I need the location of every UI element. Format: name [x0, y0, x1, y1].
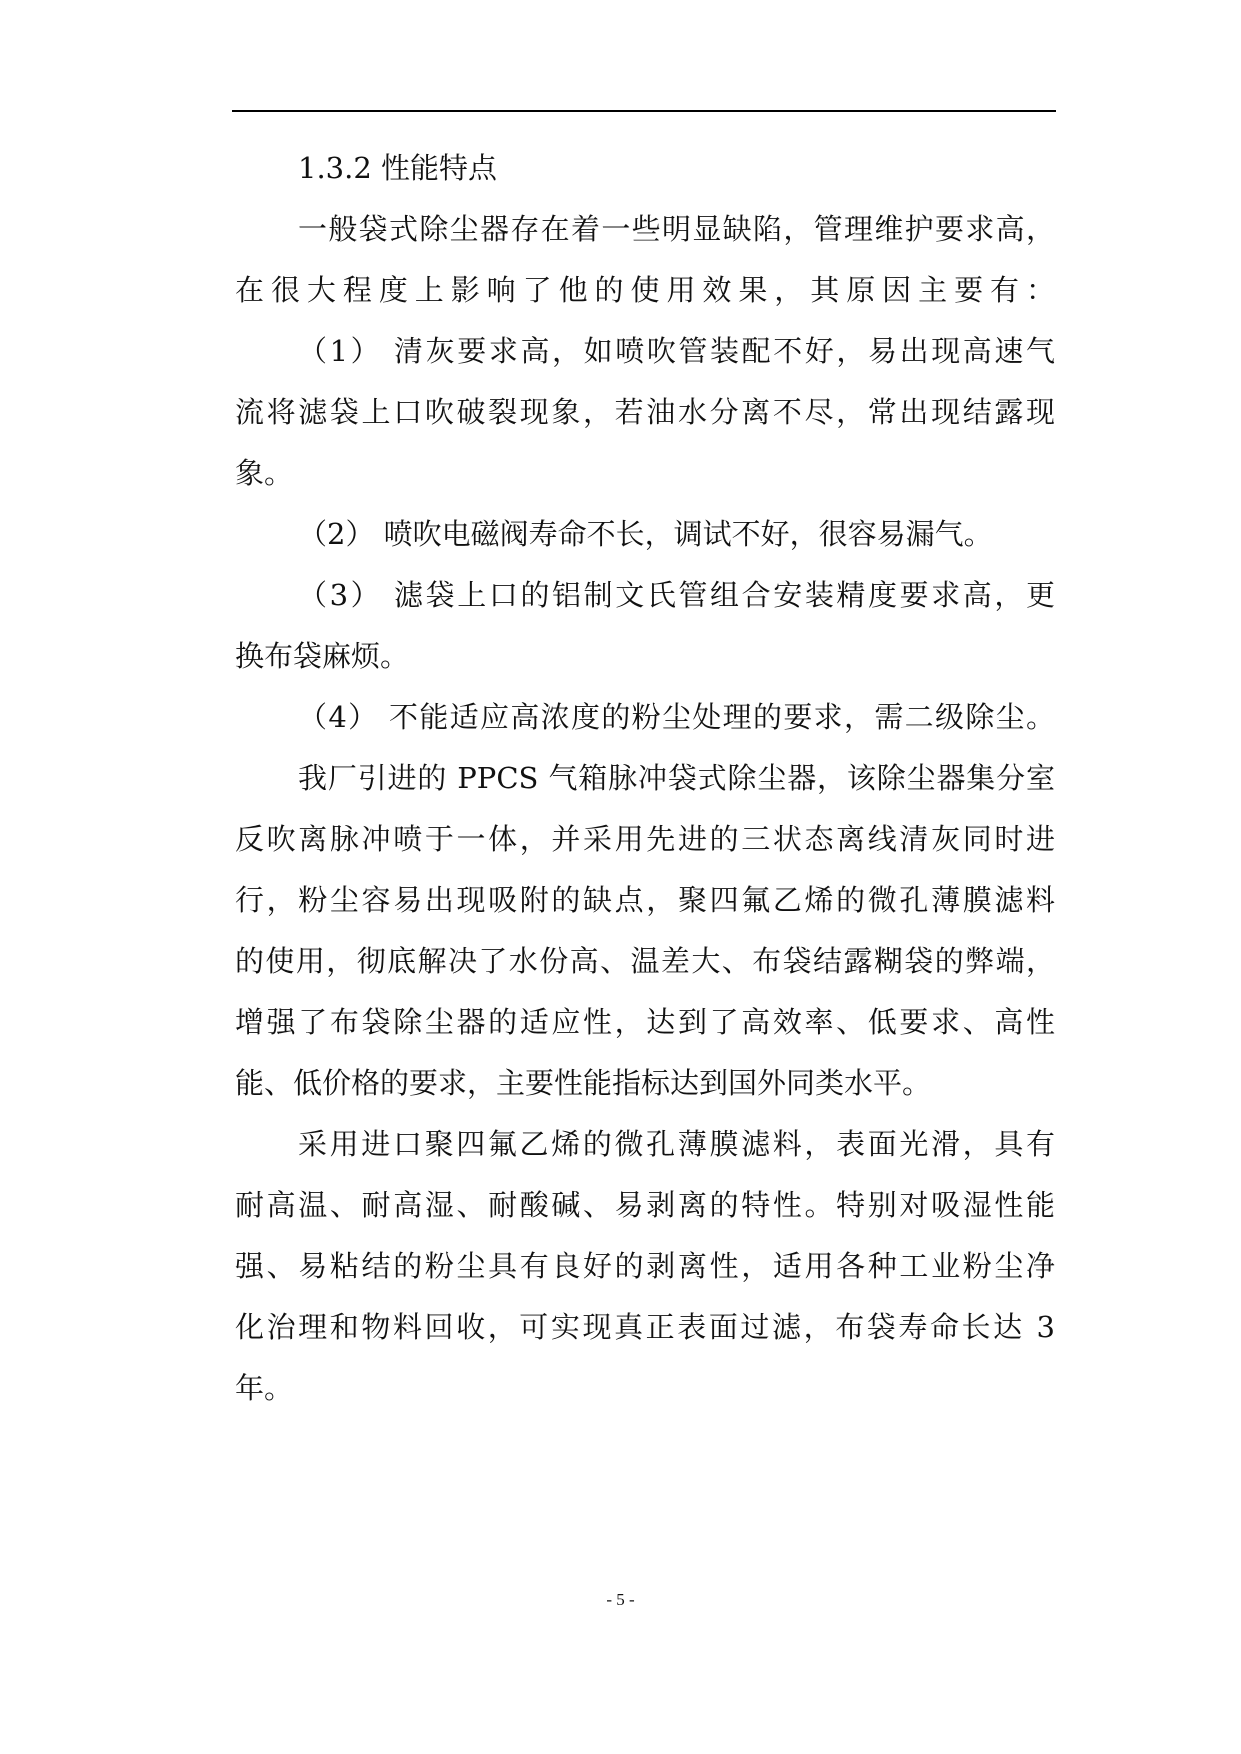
paragraph-line: 化治理和物料回收，可实现真正表面过滤，布袋寿命长达 3	[235, 1310, 1055, 1344]
paragraph-line: 象。	[235, 456, 294, 490]
header-rule	[232, 110, 1056, 112]
paragraph-line: 流将滤袋上口吹破裂现象，若油水分离不尽，常出现结露现	[235, 395, 1055, 429]
paragraph-line: 强、易粘结的粉尘具有良好的剥离性，适用各种工业粉尘净	[235, 1249, 1055, 1283]
section-heading: 1.3.2 性能特点	[298, 151, 498, 185]
paragraph-line: 行，粉尘容易出现吸附的缺点，聚四氟乙烯的微孔薄膜滤料	[235, 883, 1055, 917]
paragraph-line: 能、低价格的要求，主要性能指标达到国外同类水平。	[235, 1066, 932, 1100]
paragraph-line: 一般袋式除尘器存在着一些明显缺陷，管理维护要求高，	[298, 212, 1055, 246]
paragraph-line: 在很大程度上影响了他的使用效果，其原因主要有：	[235, 273, 1055, 307]
paragraph-line: 年。	[235, 1371, 294, 1405]
paragraph-line: 的使用，彻底解决了水份高、温差大、布袋结露糊袋的弊端，	[235, 944, 1055, 978]
paragraph-line: 我厂引进的 PPCS 气箱脉冲袋式除尘器，该除尘器集分室	[298, 761, 1055, 795]
paragraph-line: 增强了布袋除尘器的适应性，达到了高效率、低要求、高性	[235, 1005, 1055, 1039]
paragraph-line: 换布袋麻烦。	[235, 639, 410, 673]
paragraph-line: （4） 不能适应高浓度的粉尘处理的要求，需二级除尘。	[298, 700, 1055, 734]
paragraph-line: （2） 喷吹电磁阀寿命不长，调试不好，很容易漏气。	[298, 517, 993, 551]
paragraph-line: 反吹离脉冲喷于一体，并采用先进的三状态离线清灰同时进	[235, 822, 1055, 856]
paragraph-line: 采用进口聚四氟乙烯的微孔薄膜滤料，表面光滑，具有	[298, 1127, 1055, 1161]
paragraph-line: （3） 滤袋上口的铝制文氏管组合安装精度要求高，更	[298, 578, 1055, 612]
paragraph-line: （1） 清灰要求高，如喷吹管装配不好，易出现高速气	[298, 334, 1055, 368]
paragraph-line: 耐高温、耐高湿、耐酸碱、易剥离的特性。特别对吸湿性能	[235, 1188, 1055, 1222]
page-number: - 5 -	[606, 1590, 635, 1609]
